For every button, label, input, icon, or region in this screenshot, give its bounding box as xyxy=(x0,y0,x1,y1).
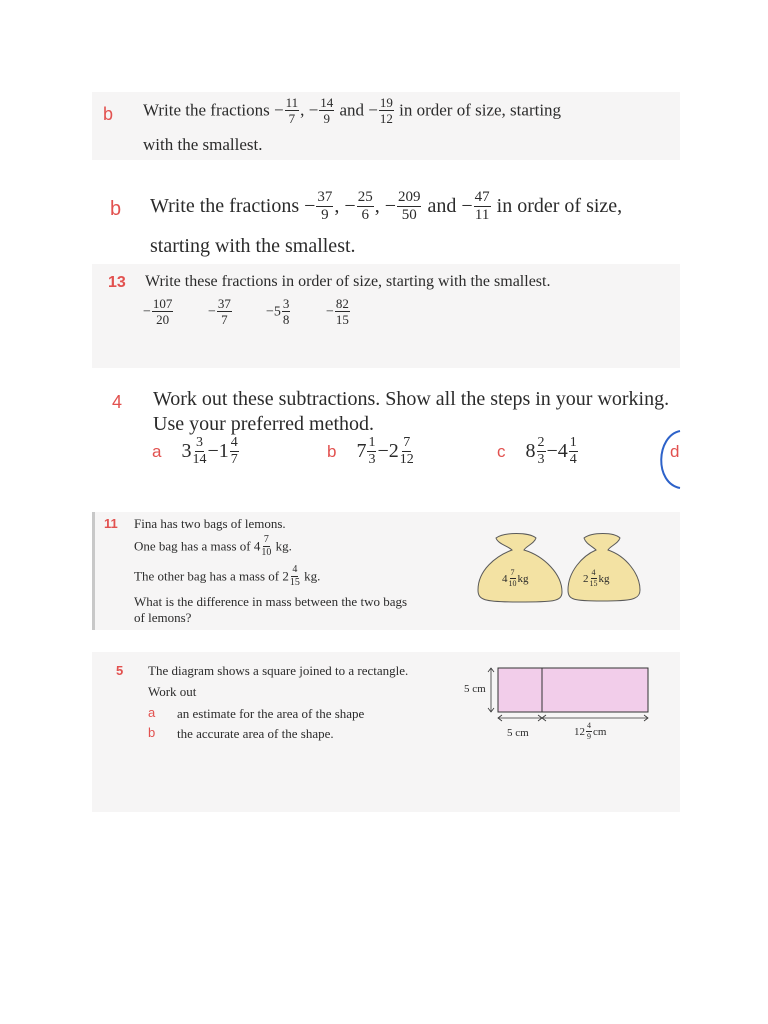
and-word: and xyxy=(427,195,457,218)
bag-2 xyxy=(568,534,640,602)
fraction: $\frac{209}{50}$ xyxy=(397,189,421,223)
part-label-d: d xyxy=(670,442,680,461)
fraction-item: −5 $\frac{3}{8}$ xyxy=(266,296,290,327)
part-label-b: b xyxy=(148,725,156,740)
rectangle xyxy=(542,668,648,712)
square xyxy=(498,668,542,712)
question-line-2: One bag has a mass of 4 $\frac{7}{10}$ kg. xyxy=(134,534,292,558)
question-prefix: Write the fractions xyxy=(143,100,270,120)
fraction: $\frac{11}{7}$ xyxy=(285,95,299,126)
question-line-1: Fina has two bags of lemons. xyxy=(134,516,286,531)
bag-1-label: 4 $\frac{7}{10}$ kg xyxy=(502,568,529,588)
minus-sign: − xyxy=(308,100,319,120)
fraction-list xyxy=(143,298,376,327)
part-c: c 8 $\frac{2}{3}$ −4 $\frac{1}{4}$ xyxy=(497,435,577,467)
question-line-2: Work out xyxy=(148,684,197,699)
question-suffix: in order of size, starting xyxy=(399,100,562,120)
question-line-2: Use your preferred method. xyxy=(153,413,375,435)
fraction-item: − $\frac{82}{15}$ xyxy=(326,296,349,327)
part-label: b xyxy=(103,104,114,124)
question-number: 11 xyxy=(104,516,118,531)
question-line-1: The diagram shows a square joined to a rectangle. xyxy=(148,663,409,678)
part-a: a 3 $\frac{3}{14}$ −1 $\frac{4}{7}$ xyxy=(152,435,238,467)
question-line-4: What is the difference in mass between the two bags xyxy=(134,594,408,609)
minus-sign: − xyxy=(344,195,356,218)
part-label-a: a xyxy=(148,705,156,720)
question-line-1: Work out these subtractions. Show all the steps in your working. xyxy=(153,388,670,410)
fraction: $\frac{14}{9}$ xyxy=(320,95,334,126)
minus-sign: − xyxy=(368,100,378,120)
square-width-label: 5 cm xyxy=(507,727,529,739)
minus-sign: − xyxy=(384,195,396,218)
question-line-3: The other bag has a mass of 2 $\frac{4}{15}$ kg. xyxy=(134,564,321,588)
fraction: $\frac{19}{12}$ xyxy=(379,95,393,126)
part-b: b 7 $\frac{1}{3}$ −2 $\frac{7}{12}$ xyxy=(327,435,414,467)
question-suffix: in order of size, xyxy=(496,195,623,218)
part-label: b xyxy=(110,198,122,220)
minus-sign: − xyxy=(461,195,473,218)
part-b-text: the accurate area of the shape. xyxy=(177,726,334,741)
question-line-5: of lemons? xyxy=(134,610,192,625)
question-line-2: with the smallest. xyxy=(143,135,263,154)
fraction: $\frac{25}{6}$ xyxy=(357,189,373,223)
height-label: 5 cm xyxy=(464,683,486,695)
subtraction-parts xyxy=(152,437,627,468)
bag-2-label: 2 $\frac{4}{15}$ kg xyxy=(583,568,610,588)
fraction-item: − $\frac{37}{7}$ xyxy=(208,296,231,327)
question-text: Write the fractions − $\frac{11}{7}$ , − $\frac{14}{9}$ and − $\frac{19}{12}$ in order of size, starting xyxy=(143,95,562,126)
question-text: Write these fractions in order of size, starting with the smallest. xyxy=(145,273,551,290)
question-number: 4 xyxy=(112,392,123,412)
question-line-2: starting with the smallest. xyxy=(150,235,356,257)
bag-1 xyxy=(478,534,562,603)
minus-sign: − xyxy=(274,100,284,120)
question-prefix: Write the fractions xyxy=(150,195,300,218)
panel-edge xyxy=(92,512,95,630)
minus-sign: − xyxy=(304,195,316,218)
rect-width-label: 12 $\frac{4}{9}$ cm xyxy=(574,721,607,741)
question-number: 5 xyxy=(116,663,124,678)
question-text: Write the fractions − $\frac{37}{9}$ , − $\frac{25}{6}$ , − $\frac{209}{50}$ and − $\frac{47}{11}$ in order of size, xyxy=(150,189,623,223)
and-word: and xyxy=(339,100,365,120)
circle-annotation xyxy=(652,428,682,498)
fraction: $\frac{37}{9}$ xyxy=(317,189,333,223)
fraction: $\frac{47}{11}$ xyxy=(474,189,490,223)
shape-diagram xyxy=(480,660,680,760)
part-a-text: an estimate for the area of the shape xyxy=(177,706,365,721)
fraction-item: − $\frac{107}{20}$ xyxy=(143,296,173,327)
question-number: 13 xyxy=(108,274,126,291)
